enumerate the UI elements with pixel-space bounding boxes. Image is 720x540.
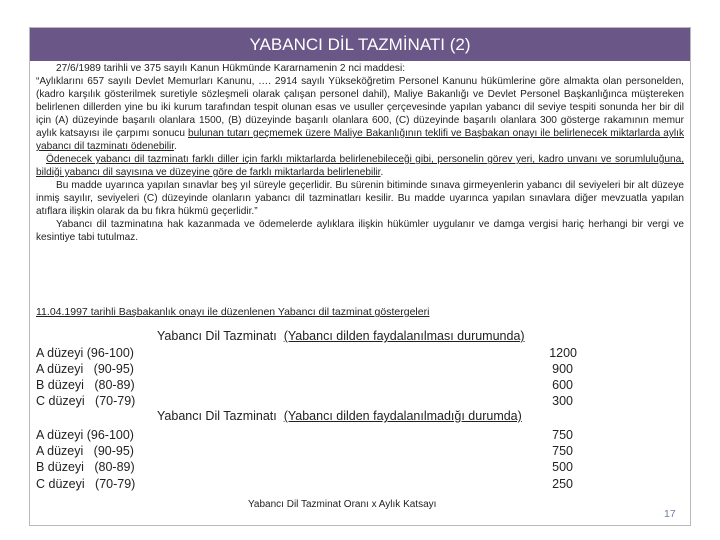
amount-value: 1200 [549, 346, 577, 360]
section-1-row [36, 361, 661, 377]
section-2-row [36, 476, 661, 492]
section-2-label: Yabancı Dil Tazminatı [157, 409, 277, 423]
slide-title: YABANCI DİL TAZMİNATI (2) [30, 28, 690, 61]
amount-value: 750 [552, 444, 573, 458]
section-2-heading [157, 409, 522, 423]
paragraph-2-end: . [174, 141, 177, 152]
section-1-row [36, 377, 661, 393]
body-text [36, 62, 684, 244]
amount-value: 500 [552, 460, 573, 474]
page-number: 17 [664, 508, 676, 520]
paragraph-3 [36, 153, 684, 179]
paragraph-2-underlined: bulunan tutarı geçmemek üzere Maliye Bakanlığının teklifi ve Başbakan onayı ile belirlenecek miktarlarda aylık yabancı dil tazminatı ödenebilir [36, 128, 684, 152]
reference-line: 11.04.1997 tarihli Başbakanlık onayı ile düzenlenen Yabancı dil tazminat göstergeleri [36, 306, 430, 318]
section-2-qualifier: (Yabancı dilden faydalanılmadığı durumda) [283, 409, 522, 423]
formula-footer: Yabancı Dil Tazminat Oranı x Aylık Katsayı [248, 499, 437, 510]
level-label: A düzeyi (90-95) [36, 362, 134, 376]
level-label: B düzeyi (80-89) [36, 460, 135, 474]
section-1-label: Yabancı Dil Tazminatı [157, 329, 277, 343]
paragraph-2-text: “Aylıklarını 657 sayılı Devlet Memurları Kanunu, …. 2914 sayılı Yükseköğretim Personel Kanunu hükümlerine göre almakta olan personelden, (kadro karşılık gösterilmek suretiyle sözleşmeli olarak çalışan personel dahil), Maliye Bakanlığı ve Devlet Personel Başkanlığınca müştereken belirlenen dillerden yine bu iki kurum tarafından tespit olunan esas ve usuller çerçevesinde yapılan yabancı dil seviye tespiti sonunda her bir dil için (A) düzeyinde başarılı olanlara 1500, (B) düzeyinde başarılı olanlara 600, (C) düzeyinde başarılı olanlara 300 gösterge rakamının memur aylık katsayısı ile çarpımı sonucu [36, 76, 684, 139]
section-2-row [36, 443, 661, 459]
section-1-row [36, 345, 661, 361]
section-1-qualifier: (Yabancı dilden faydalanılması durumunda) [283, 329, 525, 343]
level-label: A düzeyi (96-100) [36, 346, 134, 360]
amount-value: 600 [552, 378, 573, 392]
amount-value: 750 [552, 428, 573, 442]
paragraph-5: Yabancı dil tazminatına hak kazanmada ve ödemelerde aylıklara ilişkin hükümler uygulanır ve damga vergisi hariç herhangi bir vergi ve kesintiye tabi tutulmaz. [36, 219, 684, 243]
paragraph-3-end: . [380, 167, 384, 178]
level-label: C düzeyi (70-79) [36, 394, 136, 408]
amount-value: 300 [552, 394, 573, 408]
paragraph-2 [36, 75, 684, 153]
level-label: A düzeyi (96-100) [36, 428, 134, 442]
paragraph-4: Bu madde uyarınca yapılan sınavlar beş yıl süreyle geçerlidir. Bu sürenin bitiminde sınava girmeyenlerin yabancı dil seviyeleri bir alt düzeye inmiş sayılır, seviyeleri (C) düzeyinde olanların yabancı dil tazminatları kesilir. Bu madde uyarınca yapılan sınavlara diğer mevzuatla yapılan atıflara ilişkin olarak da bu fıkra hükmü geçerlidir.” [36, 180, 684, 217]
level-label: B düzeyi (80-89) [36, 378, 135, 392]
section-2-row [36, 427, 661, 443]
amount-value: 900 [552, 362, 573, 376]
section-1-row [36, 393, 661, 409]
amount-value: 250 [552, 477, 573, 491]
paragraph-3-underlined: Ödenecek yabancı dil tazminatı farklı diller için farklı miktarlarda belirlenebileceği gibi, personelin görev yeri, kadro unvanı ve sorumluluğuna, bildiği yabancı dil sayısına ve düzeyine göre de farklı miktarlarda belirlenebilir [36, 154, 684, 178]
level-label: C düzeyi (70-79) [36, 477, 136, 491]
level-label: A düzeyi (90-95) [36, 444, 134, 458]
paragraph-1: 27/6/1989 tarihli ve 375 sayılı Kanun Hükmünde Kararnamenin 2 nci maddesi: [56, 63, 406, 74]
section-1-heading [157, 329, 525, 343]
section-2-row [36, 459, 661, 475]
